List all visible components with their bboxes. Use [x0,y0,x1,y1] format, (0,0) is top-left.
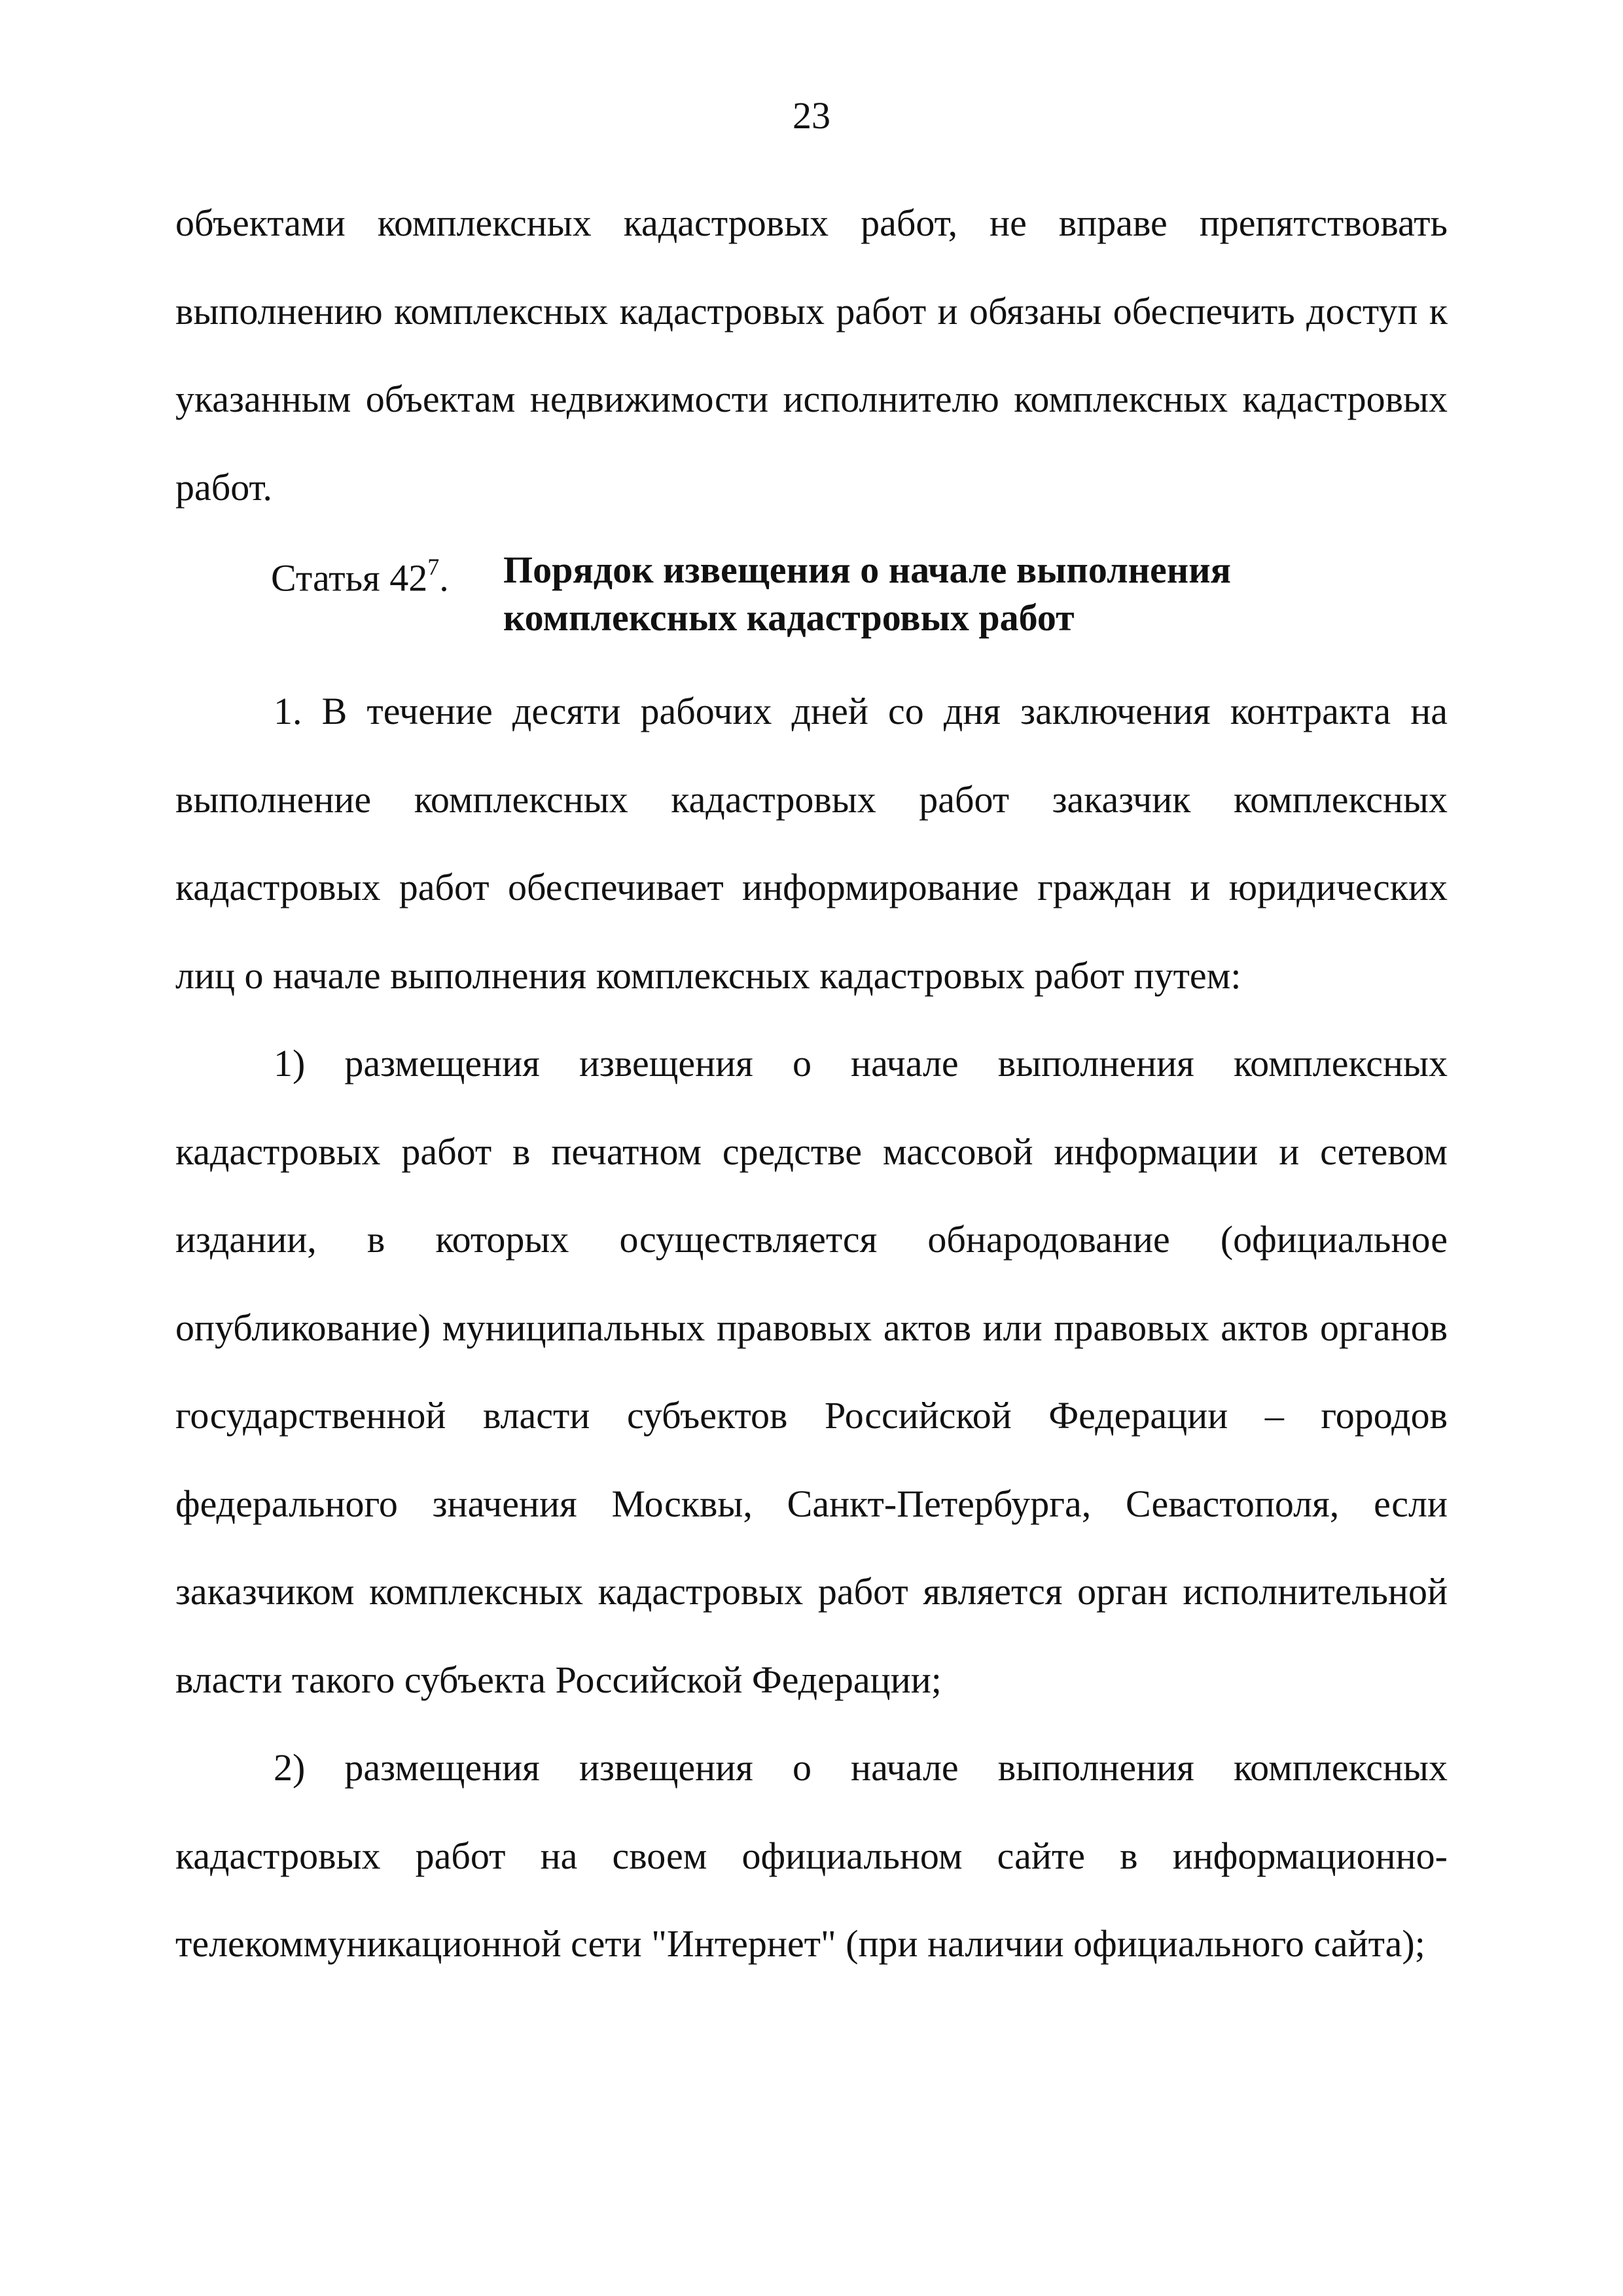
paragraph-continuation: объектами комплексных кадастровых работ, не вправе препятствовать выполнению комплексных кадастровых работ и обязаны обеспечить доступ к указанным объектам недвижимости исполнителю комплексных кадастровых работ. [175,202,1448,509]
article-heading [271,546,1448,641]
article-label [271,546,503,641]
document-body [175,179,1448,1988]
article-title [503,546,1419,641]
page-number: 23 [793,94,830,137]
paragraph-item-2: 2) размещения извещения о начале выполнения комплексных кадастровых работ на своем официальном сайте в информационно-телекоммуникационной сети "Интернет" (при наличии официального сайта); [175,1746,1448,1965]
article-label-suffix: . [439,556,449,600]
article-label-text: Статья 42 [271,556,428,600]
article-title-line-1: Порядок извещения о начале выполнения [503,548,1231,591]
article-label-superscript: 7 [427,554,440,580]
paragraph-item-1: 1) размещения извещения о начале выполнения комплексных кадастровых работ в печатном средстве массовой информации и сетевом издании, в которых осуществляется обнародование (официальное опубликование) муниципальных правовых актов или правовых актов органов государственной власти субъектов Российской Федерации – городов федерального значения Москвы, Санкт-Петербурга, Севастополя, если заказчиком комплексных кадастровых работ является орган исполнительной власти такого субъекта Российской Федерации; [175,1042,1448,1701]
paragraph-part-1: 1. В течение десяти рабочих дней со дня заключения контракта на выполнение комплексных кадастровых работ заказчик комплексных кадастровых работ обеспечивает информирование граждан и юридических лиц о начале выполнения комплексных кадастровых работ путем: [175,690,1448,997]
article-title-line-2: комплексных кадастровых работ [503,596,1075,639]
